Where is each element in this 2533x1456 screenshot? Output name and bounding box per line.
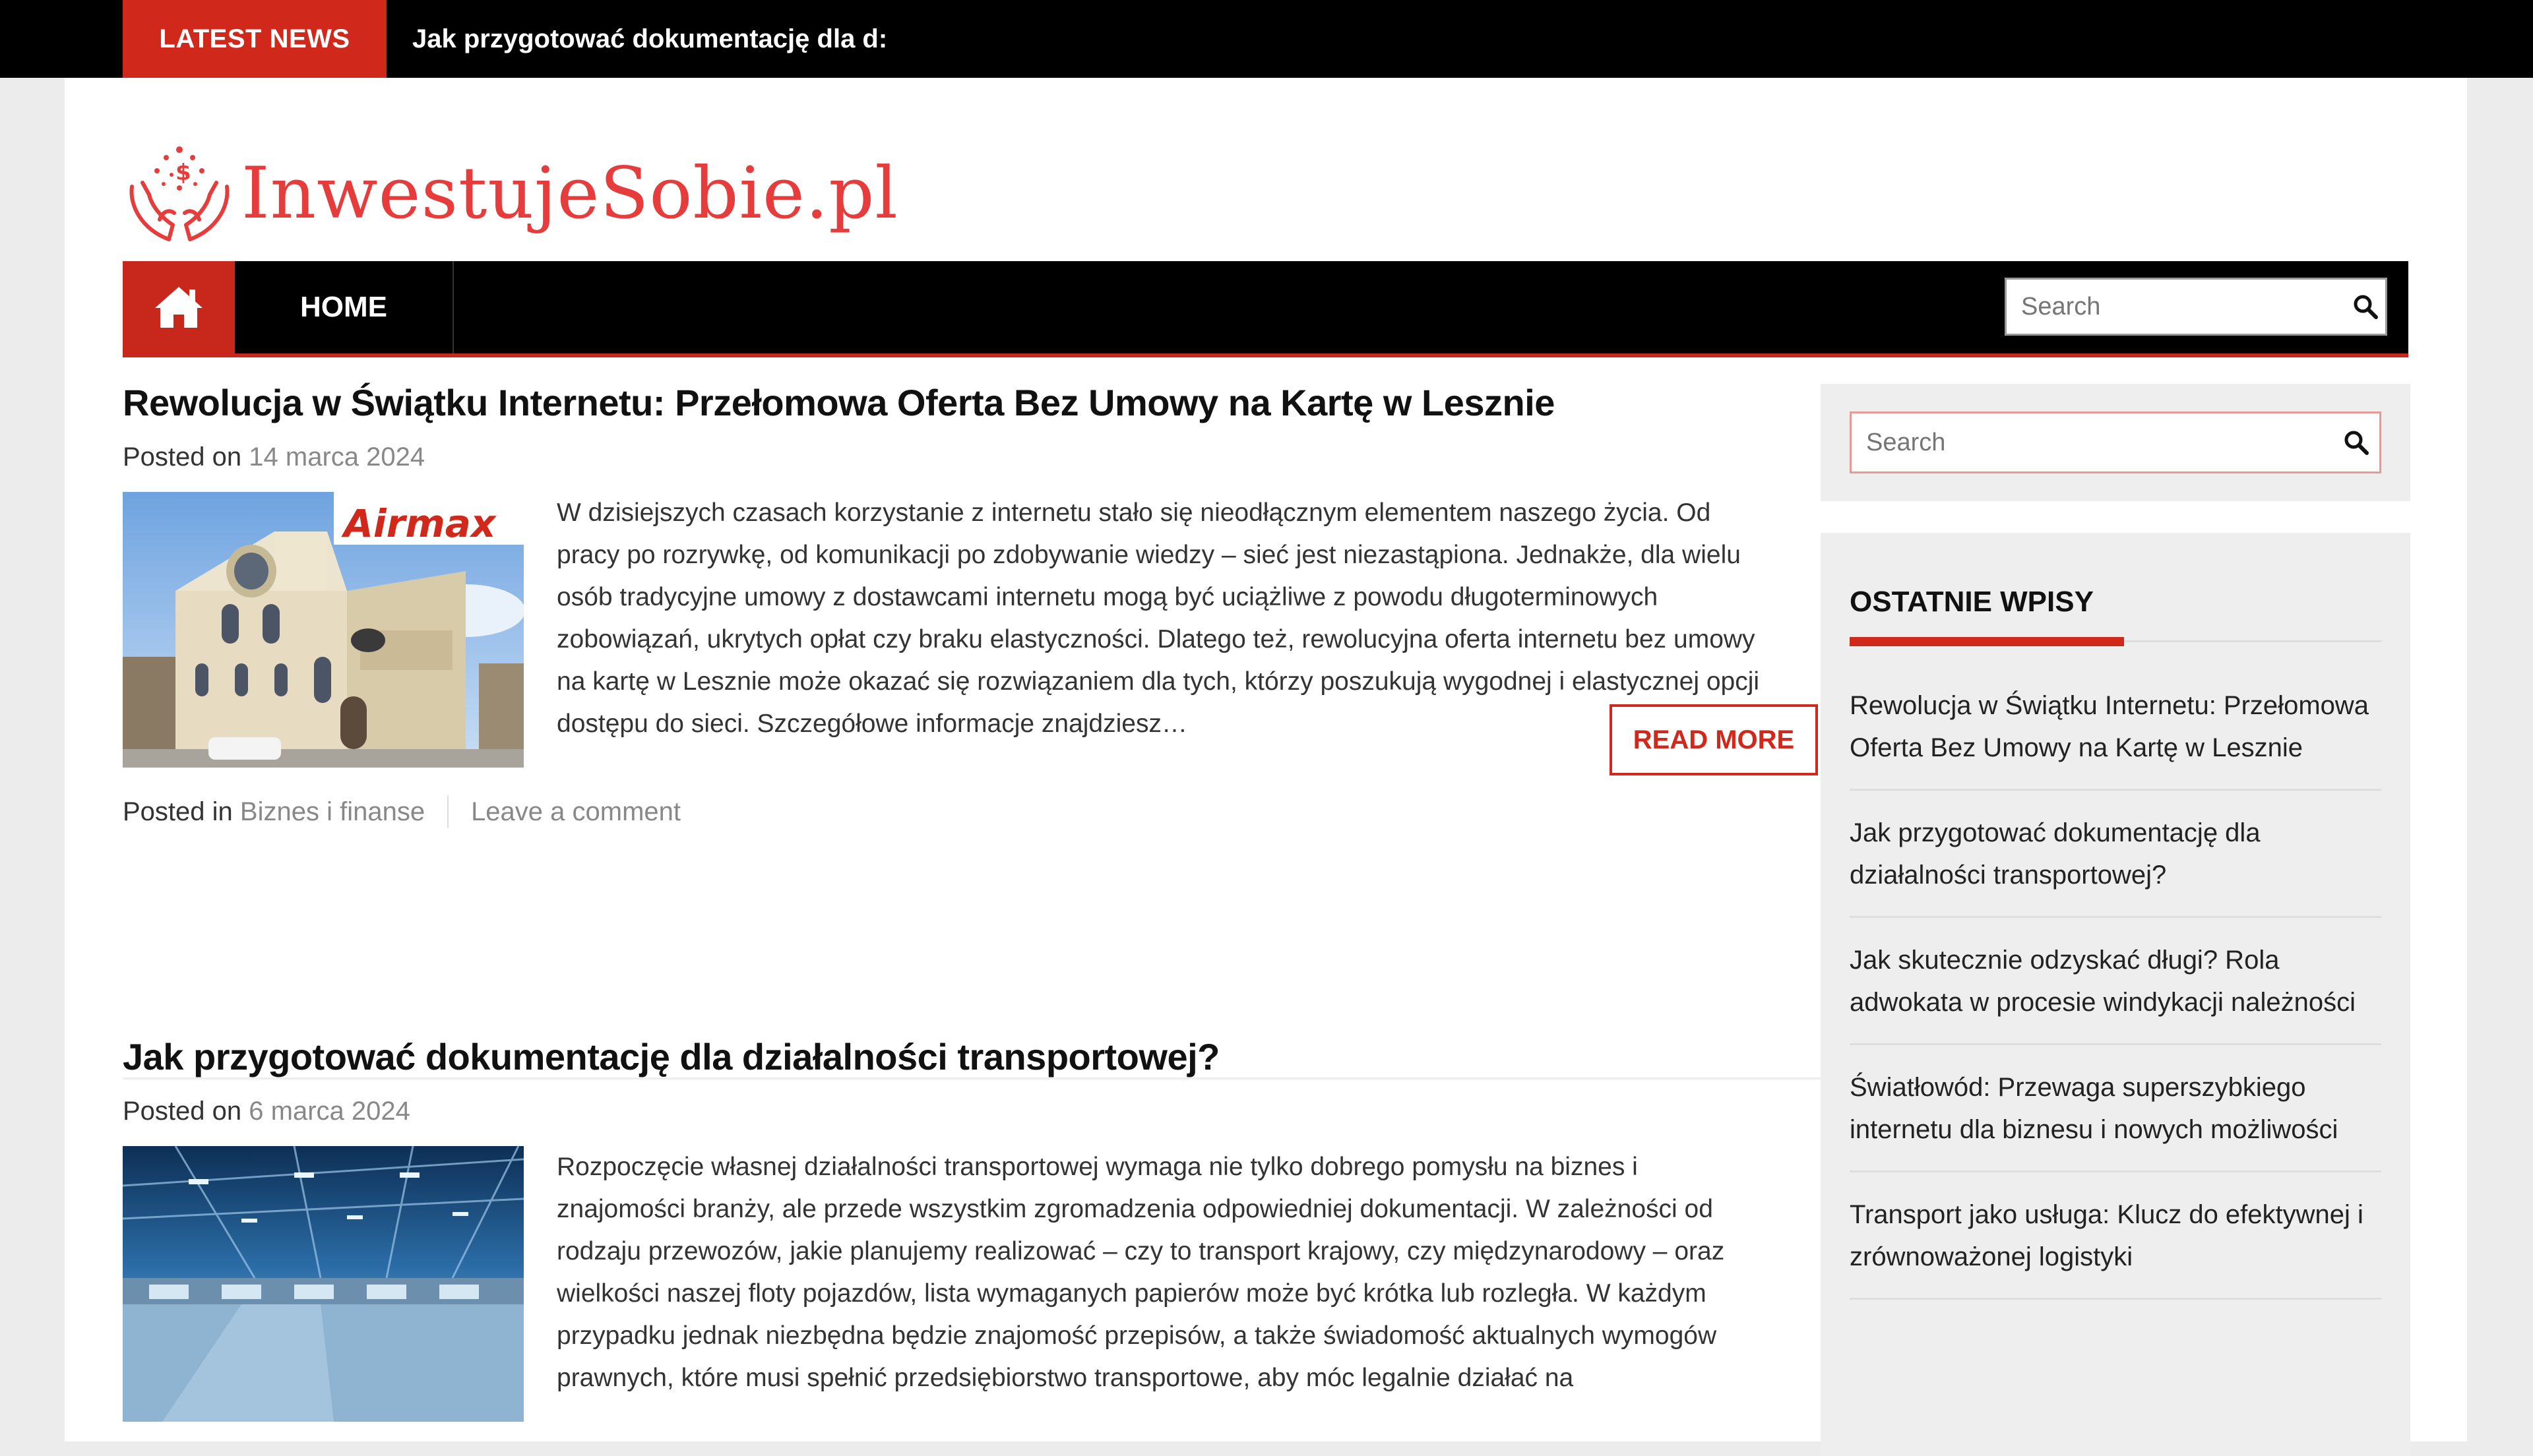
site-title: InwestujeSobie.pl xyxy=(241,152,898,235)
sidebar-search-input[interactable] xyxy=(1852,413,2333,472)
article-thumbnail[interactable] xyxy=(123,1146,524,1422)
posted-on-label: Posted on xyxy=(123,442,242,471)
article-excerpt: W dzisiejszych czasach korzystanie z internetu stało się nieodłącznym elementem naszego życia. Od pracy po rozrywkę, od komunikacji po zdobywanie wiedzy – sieć jest niezastąpiona. Jednakże, dla wielu osób tradycyjne umowy z dostawcami internetu mogą być uciążliwe z powodu długoterminowych zobowiązań, ukrytych opłat czy braku elastyczności. Dlatego też, rewolucyjna oferta internetu bez umowy na kartę w Lesznie może okazać się rozwiązaniem dla tych, którzy poszukują wygodnej i elastycznej opcji dostępu do sieci. Szczegółowe informacje znajdziesz… xyxy=(557,499,1760,738)
article-post xyxy=(123,1035,1858,1444)
article-meta xyxy=(123,1097,1858,1126)
article-meta xyxy=(123,442,1858,472)
recent-posts-widget xyxy=(1821,533,2410,1456)
article-body xyxy=(123,1146,1858,1423)
category-link[interactable]: Biznes i finanse xyxy=(239,797,425,826)
article-excerpt: Rozpoczęcie własnej działalności transportowej wymaga nie tylko dobrego pomysłu na biznes i znajomości branży, ale przede wszystkim zgromadzenia odpowiedniej dokumentacji. W zależności od rodzaju przewozów, jakie planujemy realizować – czy to transport krajowy, czy międzynarodowy – oraz wielkości naszej floty pojazdów, lista wymaganych papierów może być krótka lub rozległa. W każdym przypadku jednak niezbędna będzie znajomość przepisów, a także świadomość aktualnych wymogów prawnych, które musi spełnić przedsiębiorstwo transportowe, aby móc legalnie działać na xyxy=(557,1153,1725,1392)
search-icon xyxy=(2352,293,2379,320)
warehouse-image xyxy=(123,1146,524,1422)
home-icon-button[interactable] xyxy=(123,261,235,353)
article-post xyxy=(123,381,1858,856)
home-icon xyxy=(154,284,204,330)
church-building-image xyxy=(123,492,524,768)
posted-on-label: Posted on xyxy=(123,1097,242,1126)
recent-post-link[interactable]: Światłowód: Przewaga superszybkiego internetu dla biznesu i nowych możliwości xyxy=(1850,1066,2381,1172)
svg-text:$: $ xyxy=(175,160,191,186)
header-search-input[interactable] xyxy=(2007,279,2345,334)
article-title[interactable]: Rewolucja w Świątku Internetu: Przełomowa Oferta Bez Umowy na Kartę w Lesznie xyxy=(123,382,1555,423)
top-news-bar xyxy=(0,0,2533,78)
nav-home-link[interactable]: HOME xyxy=(235,261,454,353)
article-thumbnail[interactable] xyxy=(123,492,524,768)
article-footer xyxy=(123,795,681,828)
recent-post-link[interactable]: Jak przygotować dokumentację dla działalności transportowej? xyxy=(1850,812,2381,918)
header-search-button[interactable] xyxy=(2345,280,2385,334)
airmax-logo-text: Airmax xyxy=(344,501,496,546)
sidebar-search-button[interactable] xyxy=(2333,413,2379,471)
post-date-link[interactable]: 6 marca 2024 xyxy=(249,1097,410,1126)
footer-separator xyxy=(447,795,449,828)
recent-post-link[interactable]: Jak skutecznie odzyskać długi? Rola adwokata w procesie windykacji należności xyxy=(1850,939,2381,1045)
header-search-box xyxy=(2005,278,2387,336)
article-title[interactable]: Jak przygotować dokumentację dla działalności transportowej? xyxy=(123,1036,1220,1077)
hands-coins-icon xyxy=(123,140,236,246)
read-more-button[interactable]: READ MORE xyxy=(1610,704,1818,775)
recent-post-link[interactable]: Transport jako usługa: Klucz do efektywnej i zrównoważonej logistyki xyxy=(1850,1194,2381,1300)
site-logo[interactable] xyxy=(123,140,898,246)
recent-post-link[interactable]: Rewolucja w Świątku Internetu: Przełomowa Oferta Bez Umowy na Kartę w Lesznie xyxy=(1850,684,2381,791)
news-ticker[interactable]: Jak przygotować dokumentację dla d: xyxy=(412,24,888,53)
sidebar-search-widget xyxy=(1821,384,2410,501)
article-body xyxy=(123,492,1858,769)
search-icon xyxy=(2343,429,2369,456)
heading-accent-bar xyxy=(1850,637,2124,646)
recent-posts-list xyxy=(1850,684,2381,1321)
leave-comment-link[interactable]: Leave a comment xyxy=(471,797,681,826)
recent-posts-heading: OSTATNIE WPISY xyxy=(1850,586,2094,618)
page-container xyxy=(65,78,2467,1441)
post-date-link[interactable]: 14 marca 2024 xyxy=(249,442,425,471)
sidebar-search-box xyxy=(1850,411,2381,473)
main-navigation xyxy=(123,261,2408,357)
posted-in-label: Posted in xyxy=(123,797,233,826)
latest-news-label: LATEST NEWS xyxy=(123,0,387,78)
